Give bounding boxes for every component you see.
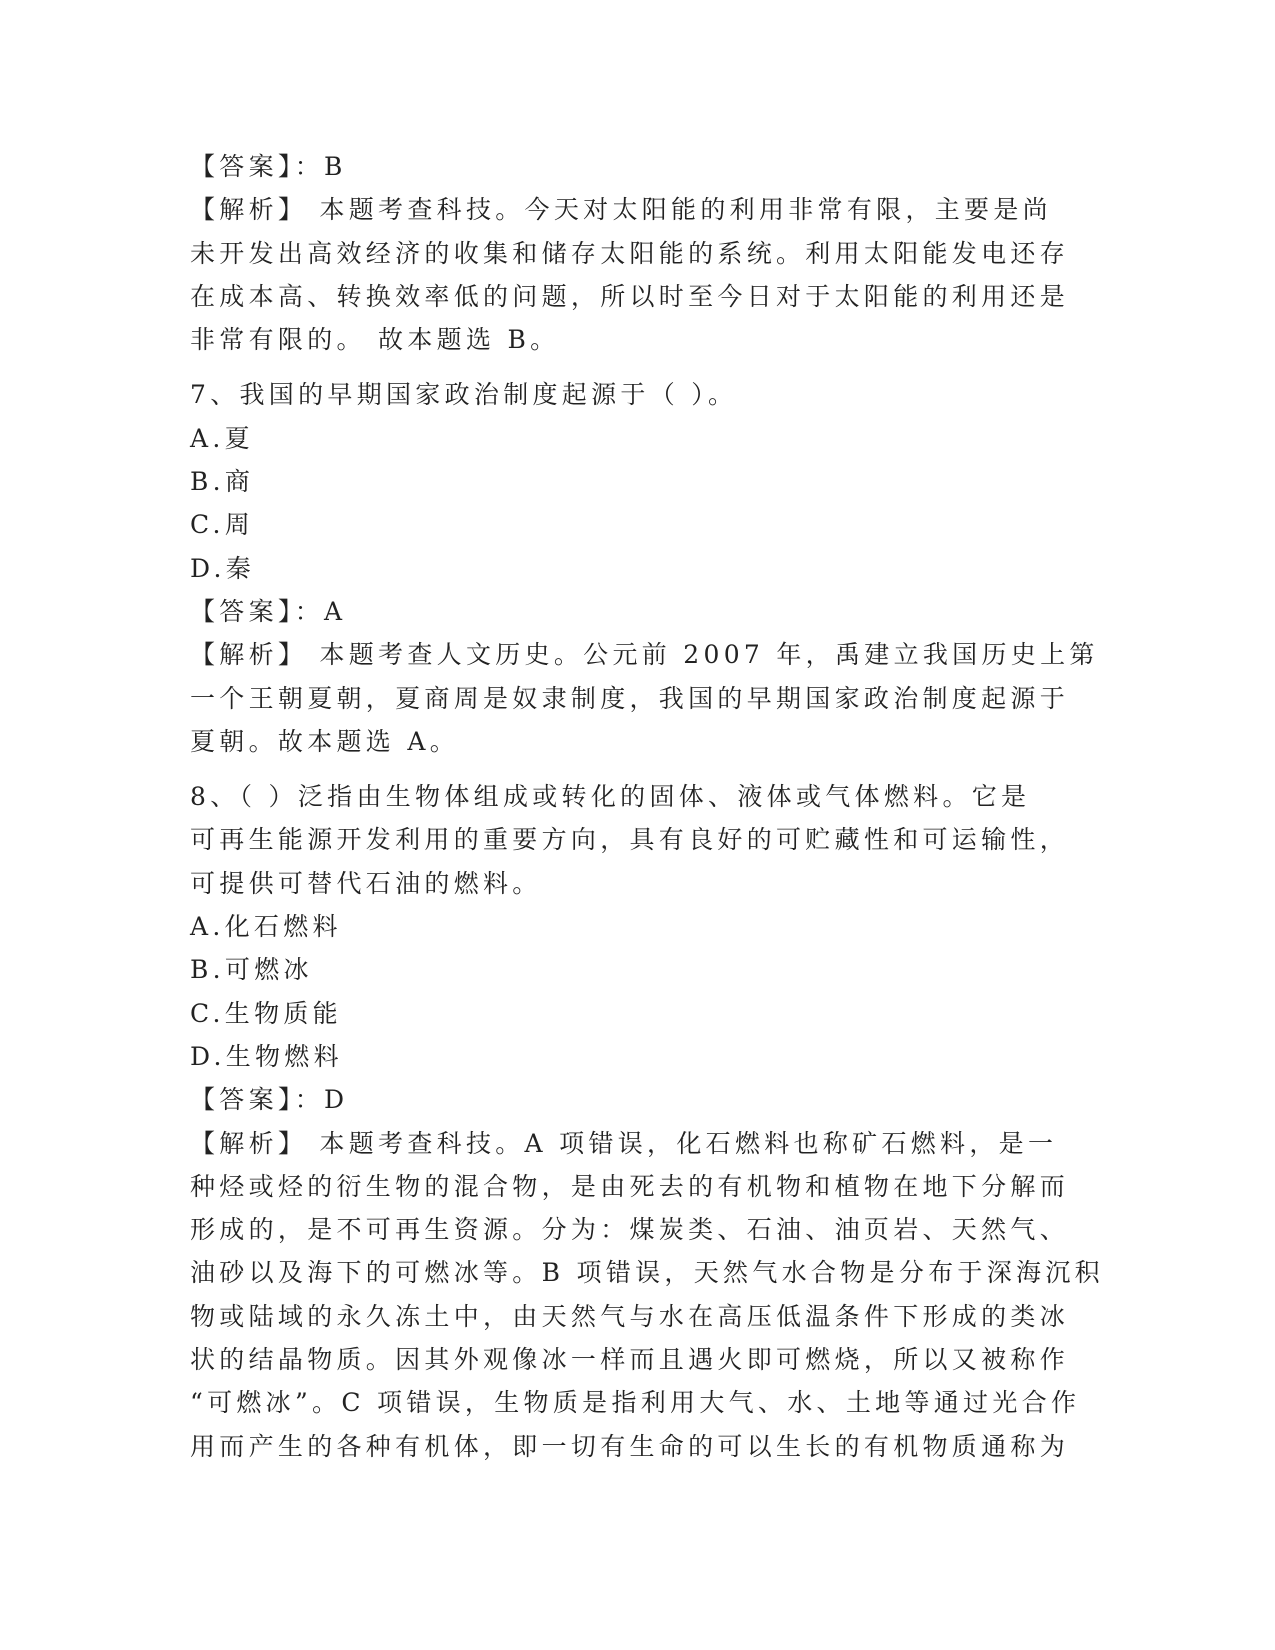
q8-analysis-line: 油砂以及海下的可燃冰等。B 项错误，天然气水合物是分布于深海沉积 (190, 1258, 1104, 1288)
q8-analysis-line: 状的结晶物质。因其外观像冰一样而且遇火即可燃烧，所以又被称作 (190, 1345, 1070, 1375)
q8-analysis-line: 物或陆域的永久冻土中，由天然气与水在高压低温条件下形成的类冰 (190, 1301, 1070, 1331)
q8-option-b: B.可燃冰 (190, 955, 313, 985)
q8-analysis-line: 用而产生的各种有机体，即一切有生命的可以生长的有机物质通称为 (190, 1431, 1070, 1461)
q6-analysis-line: 非常有限的。 故本题选 B。 (190, 325, 560, 355)
q7-analysis-line: 【解析】 本题考查人文历史。公元前 2007 年，禹建立我国历史上第 (190, 640, 1099, 670)
q7-option-b: B.商 (190, 467, 255, 497)
q8-option-c: C.生物质能 (190, 998, 342, 1028)
document-body (190, 145, 1104, 1468)
q8-answer: 【答案】：D (190, 1085, 349, 1115)
q7-option-d: D.秦 (190, 553, 255, 583)
q7-answer: 【答案】：A (190, 596, 347, 626)
q6-analysis-line: 未开发出高效经济的收集和储存太阳能的系统。利用太阳能发电还存 (190, 238, 1070, 268)
q8-question-line: 8、（ ）泛指由生物体组成或转化的固体、液体或气体燃料。它是 (190, 782, 1031, 812)
q8-question-line: 可提供可替代石油的燃料。 (190, 868, 542, 898)
q7-option-a: A.夏 (190, 423, 254, 453)
q7-option-c: C.周 (190, 510, 255, 540)
section-gap (190, 763, 1085, 775)
q8-analysis-line: 种烃或烃的衍生物的混合物，是由死去的有机物和植物在地下分解而 (190, 1171, 1070, 1201)
q8-analysis-line: 形成的，是不可再生资源。分为：煤炭类、石油、油页岩、天然气、 (190, 1215, 1070, 1245)
q8-analysis-line: 【解析】 本题考查科技。A 项错误，化石燃料也称矿石燃料，是一 (190, 1128, 1058, 1158)
q6-answer: 【答案】：B (190, 152, 347, 181)
q7-analysis-line: 一个王朝夏朝，夏商周是奴隶制度，我国的早期国家政治制度起源于 (190, 683, 1070, 713)
q6-analysis-line: 在成本高、转换效率低的问题，所以时至今日对于太阳能的利用还是 (190, 281, 1070, 311)
q7-analysis-line: 夏朝。故本题选 A。 (190, 726, 460, 756)
q8-option-a: A.化石燃料 (190, 912, 342, 942)
section-gap (190, 361, 1085, 373)
q8-option-d: D.生物燃料 (190, 1041, 343, 1071)
q8-analysis-line: “可燃冰”。C 项错误，生物质是指利用大气、水、土地等通过光合作 (190, 1388, 1081, 1418)
q8-question-line: 可再生能源开发利用的重要方向，具有良好的可贮藏性和可运输性， (190, 825, 1070, 855)
q6-analysis-line: 【解析】 本题考查科技。今天对太阳能的利用非常有限，主要是尚 (190, 195, 1052, 225)
q7-question: 7、我国的早期国家政治制度起源于（ ）。 (190, 380, 738, 410)
